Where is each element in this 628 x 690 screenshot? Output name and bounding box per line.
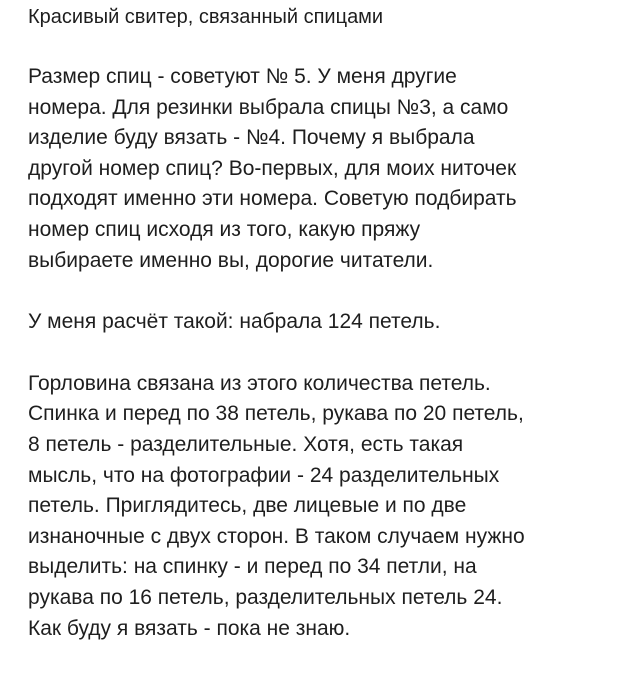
- text-line: выделить: на спинку - и перед по 34 петли, на: [28, 555, 477, 579]
- text-line: номера. Для резинки выбрала спицы №3, а само: [28, 95, 509, 119]
- article: [28, 0, 618, 644]
- text-line: изделие буду вязать - №4. Почему я выбрала: [28, 126, 475, 150]
- text-line: подходят именно эти номера. Советую подбирать: [28, 187, 517, 211]
- text-line: мысль, что на фотографии - 24 разделительных: [28, 463, 500, 487]
- text-line: У меня расчёт такой: набрала 124 петель.: [28, 310, 441, 334]
- text-line: другой номер спиц? Во-первых, для моих ниточек: [28, 156, 517, 180]
- text-line: выбираете именно вы, дорогие читатели.: [28, 248, 434, 272]
- paragraph-stitch-count: [28, 307, 618, 338]
- paragraph-neckline: [28, 369, 618, 644]
- text-line: рукава по 16 петель, разделительных петель 24.: [28, 585, 503, 609]
- text-line: Спинка и перед по 38 петель, рукава по 20 петель,: [28, 402, 524, 426]
- text-line: 8 петель - разделительные. Хотя, есть такая: [28, 432, 464, 456]
- text-line: Как буду я вязать - пока не знаю.: [28, 616, 351, 640]
- article-title: Красивый свитер, связанный спицами: [28, 6, 384, 28]
- text-line: петель. Приглядитесь, две лицевые и по две: [28, 494, 467, 518]
- paragraph-needle-size: [28, 62, 618, 276]
- text-line: Размер спиц - советуют № 5. У меня другие: [28, 65, 457, 88]
- text-line: номер спиц исходя из того, какую пряжу: [28, 217, 421, 241]
- text-line: Горловина связана из этого количества петель.: [28, 371, 491, 395]
- text-line: изнаночные с двух сторон. В таком случаем нужно: [28, 524, 525, 548]
